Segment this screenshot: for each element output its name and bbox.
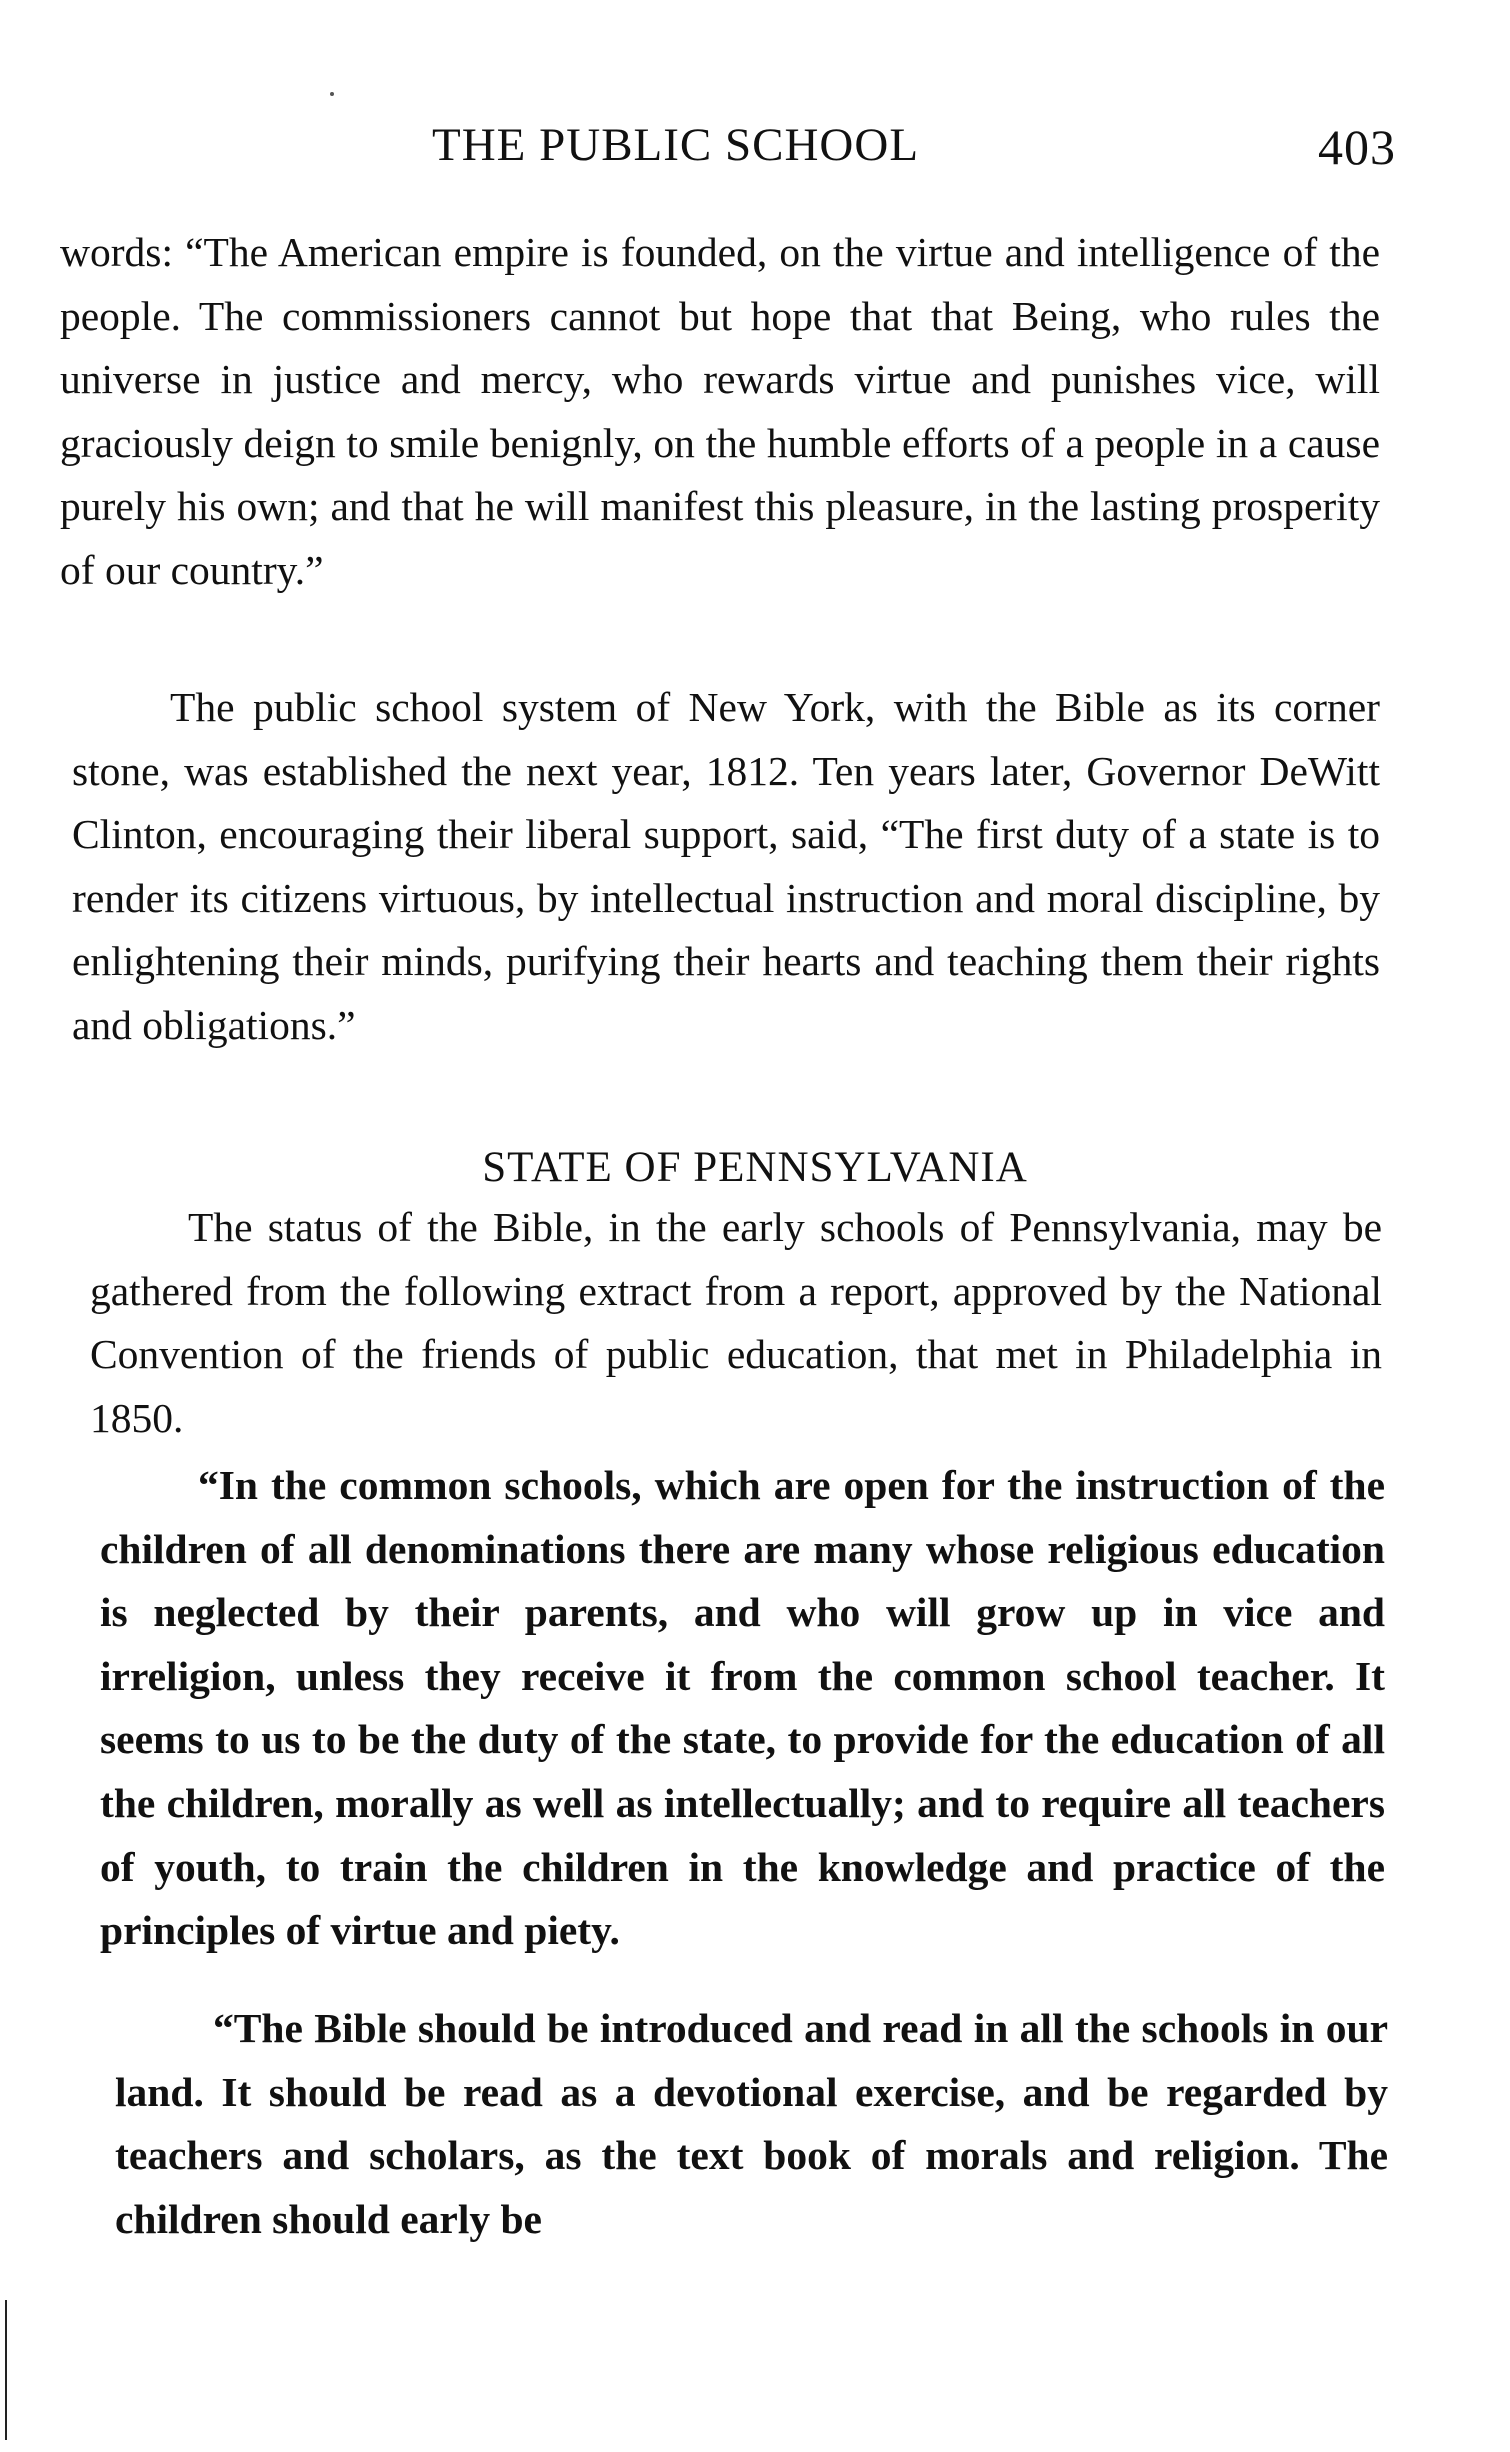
- paragraph-5: “The Bible should be introduced and read in all the schools in our land. It should be read as a devotional exercise, and be regarded by teachers and scholars, as the text book of morals and religion. The children should early be: [115, 2005, 1388, 2242]
- paragraph-quote-continuation: [60, 221, 1380, 603]
- margin-rule: [5, 2300, 7, 2440]
- paragraph-3: The status of the Bible, in the early schools of Pennsylvania, may be gathered from the following extract from a report, approved by the National Convention of the friends of public education, that met in Philadelphia in 1850.: [90, 1204, 1382, 1441]
- running-title: THE PUBLIC SCHOOL: [432, 119, 920, 171]
- paragraph-2: The public school system of New York, with the Bible as its corner stone, was established the next year, 1812. Ten years later, Governor DeWitt Clinton, encouraging their liberal support, said, “The first duty of a state is to render its citizens virtuous, by intellectual instruction and moral discipline, by enlightening their minds, purifying their hearts and teaching them their rights and obligations.”: [72, 684, 1380, 1048]
- page-number: 403: [1318, 119, 1396, 175]
- paragraph-common-schools: [100, 1454, 1385, 1963]
- running-head: [60, 118, 1396, 188]
- section-heading: STATE OF PENNSYLVANIA: [482, 1144, 1028, 1191]
- paragraph-bible: [115, 1997, 1388, 2251]
- paragraph-new-york: [72, 676, 1380, 1058]
- paragraph-4: “In the common schools, which are open for the instruction of the children of all denominations there are many whose religious education is neglected by their parents, and who will grow up in vice and irreligion, unless they receive it from the common school teacher. It seems to us to be the duty of the state, to provide for the education of all the children, morally as well as intellectually; and to require all teachers of youth, to train the children in the knowledge and practice of the principles of virtue and piety.: [100, 1462, 1385, 1954]
- paragraph-1: words: “The American empire is founded, on the virtue and intelligence of the people. The commissioners cannot but hope that that Being, who rules the universe in justice and mercy, who rewards virtue and punishes vice, will graciously deign to smile benignly, on the humble efforts of a people in a cause purely his own; and that he will manifest this pleasure, in the lasting prosperity of our country.”: [60, 229, 1380, 593]
- print-speck: [330, 92, 334, 96]
- paragraph-pennsylvania: [90, 1196, 1382, 1450]
